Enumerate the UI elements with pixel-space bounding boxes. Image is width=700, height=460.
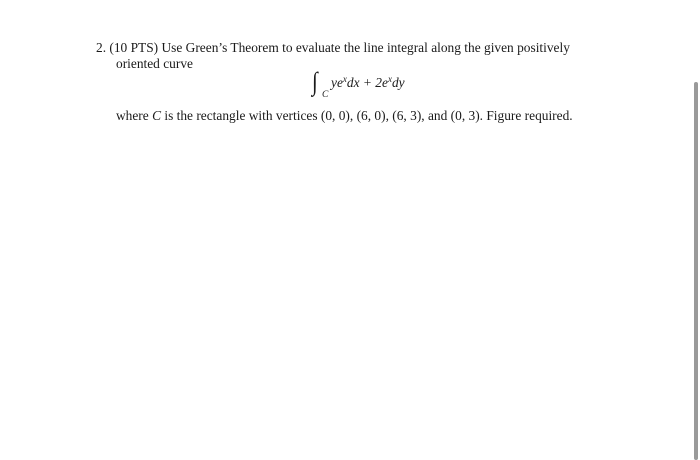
integrand-exponent-2: x <box>387 74 392 84</box>
where-prefix: where <box>116 108 153 123</box>
curve-description-text: is the rectangle with vertices (0, 0), (6, 0), (6, 3), and (0, 3). Figure required. <box>161 108 573 123</box>
problem-statement <box>96 40 636 72</box>
problem-points: (10 PTS) <box>109 40 159 55</box>
integrand <box>331 75 405 91</box>
problem-line-2: oriented curve <box>116 56 193 71</box>
integrand-y: y <box>331 75 337 90</box>
integral-symbol: ∫ <box>312 67 318 96</box>
integrand-dx-plus-2: dx + 2 <box>346 75 382 90</box>
problem-line-1 <box>96 40 636 56</box>
curve-description <box>116 108 573 124</box>
integral-subscript: C <box>322 90 329 100</box>
problem-text-line-1: Use Green’s Theorem to evaluate the line integral along the given positively <box>161 40 570 55</box>
integrand-exponent-1: x <box>342 74 347 84</box>
integrand-e1: e <box>336 75 343 90</box>
vertical-scrollbar[interactable] <box>694 82 698 460</box>
curve-variable: C <box>152 108 161 123</box>
integrand-dy: dy <box>391 75 405 90</box>
integrand-e2: e <box>381 75 388 90</box>
problem-number: 2. <box>96 40 107 55</box>
